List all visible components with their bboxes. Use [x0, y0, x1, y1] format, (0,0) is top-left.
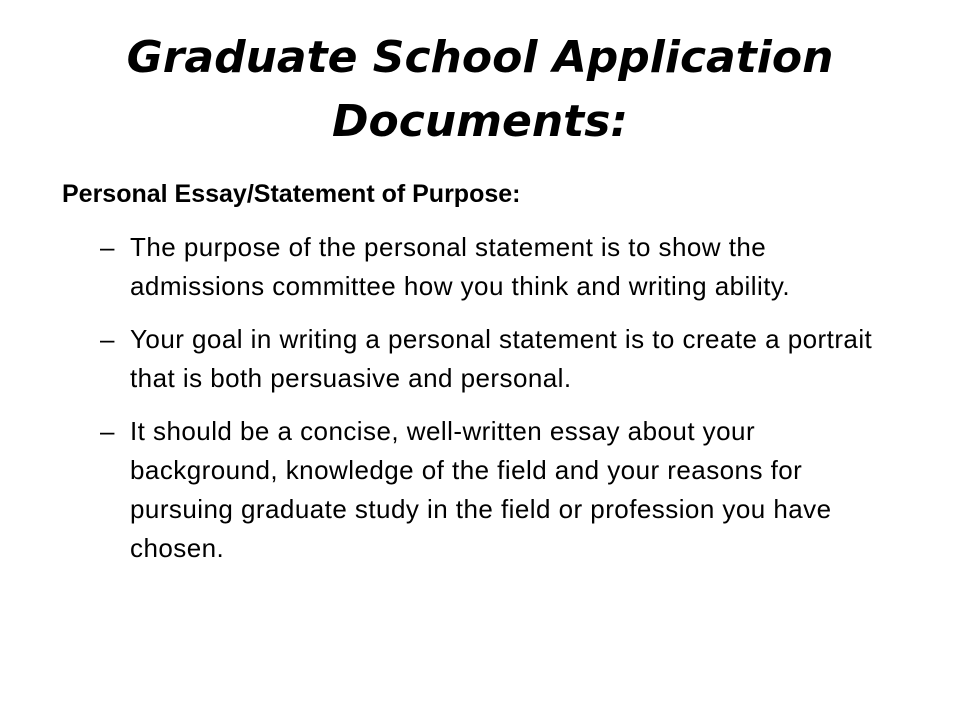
bullet-list	[62, 228, 922, 568]
bullet-dash: –	[100, 324, 115, 354]
slide-content	[62, 176, 922, 582]
bullet-text: It should be a concise, well-written essay about your background, knowledge of the field and your reasons for pursuing graduate study in the field or profession you have chosen.	[130, 416, 832, 563]
slide-title-line-2: Documents:	[332, 96, 628, 147]
bullet-dash: –	[100, 232, 115, 262]
bullet-text: The purpose of the personal statement is to show the admissions committee how you think and writing ability.	[130, 232, 791, 301]
bullet-text: Your goal in writing a personal statement is to create a portrait that is both persuasive and personal.	[130, 324, 873, 393]
bullet-item	[62, 228, 890, 306]
bullet-item	[62, 412, 890, 568]
bullet-item	[62, 320, 890, 398]
bullet-dash: –	[100, 416, 115, 446]
section-heading: Personal Essay/Statement of Purpose:	[62, 180, 521, 208]
slide-title	[40, 26, 920, 154]
slide-title-line-1: Graduate School Application	[126, 32, 834, 83]
